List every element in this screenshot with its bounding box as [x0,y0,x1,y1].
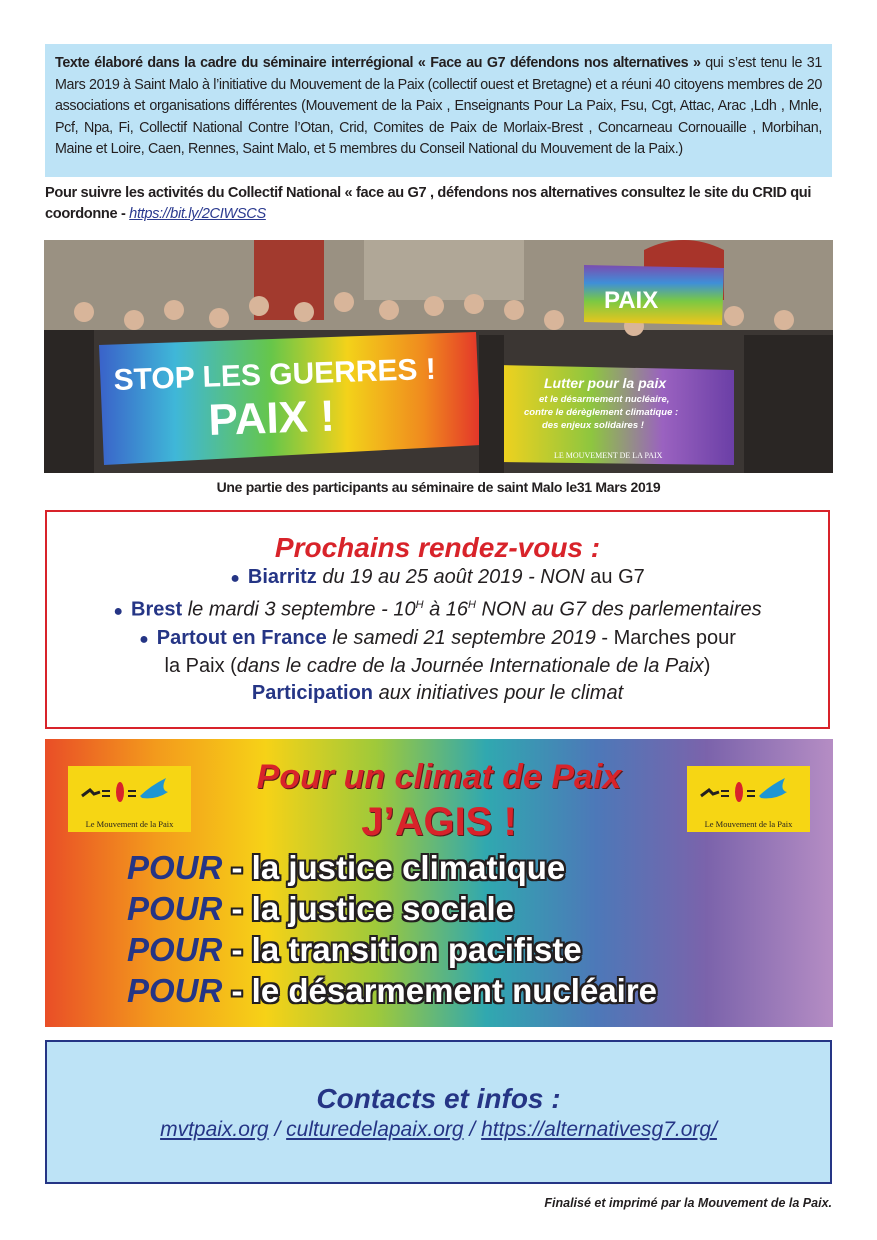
contact-box [45,1040,832,1184]
pour-text: - la justice climatique [222,849,566,886]
pour-label: POUR [127,931,223,968]
pour-label: POUR [127,972,223,1009]
pour-text: - la transition pacifiste [222,931,582,968]
pour-list [127,847,657,1011]
rdv-place: Partout en France [156,626,327,649]
link-separator: / [463,1118,482,1141]
rdv-item-biarritz [47,564,828,592]
pour-item [127,888,657,929]
rdv-rest: au G7 [584,566,645,588]
pour-label: POUR [127,849,223,886]
link-separator: / [268,1118,287,1141]
rdv-date: aux initiatives pour le climat [373,681,624,704]
photo-caption: Une partie des participants au séminaire de saint Malo le31 Mars 2019 [216,479,661,495]
banner-right-line2: et le désarmement nucléaire, [539,394,670,405]
rdv-date: du 19 au 25 août 2019 - NON [316,566,585,588]
rdv-text: la Paix ( [164,654,237,677]
climate-banner [45,739,833,1027]
rdv-date: le samedi 21 septembre 2019 [326,626,596,649]
rdv-place: Biarritz [247,566,317,588]
agis-title: J’AGIS ! [361,800,517,844]
rdv-item-france-line2 [47,653,828,680]
pour-item [127,929,657,970]
intro-bold: Texte élaboré dans la cadre du séminaire interrégional « Face au G7 défendons nos alternatives » [55,55,701,71]
footer-note: Finalisé et imprimé par la Mouvement de la Paix. [544,1196,832,1210]
rendez-vous-title: Prochains rendez-vous : [274,532,601,563]
pour-item [127,847,657,888]
rdv-item-brest [47,592,828,625]
pour-text: - la justice sociale [222,890,514,927]
follow-label: Pour suivre les activités du Collectif National « face au G7 , défendons nos alternatives consultez le site du CRID qui coordonne - [45,185,812,222]
rdv-rest: - Marches pour [595,626,736,649]
bullet-icon: ● [113,602,123,620]
link-culturedelapaix[interactable]: culturedelapaix.org [286,1118,464,1141]
rdv-place: Participation [251,681,374,704]
link-alternativesg7[interactable]: https://alternativesg7.org/ [481,1118,717,1141]
rdv-rest: NON au G7 des parlementaires [475,598,762,621]
banner-right-org: LE MOUVEMENT DE LA PAIX [554,451,663,460]
banner-right-line3: contre le dérèglement climatique : [524,407,679,418]
bullet-icon: ● [230,570,240,587]
rendez-vous-box [45,510,830,729]
rdv-sup: H [468,599,476,611]
group-photo-illustration [44,240,833,473]
flag-text: PAIX [604,287,659,314]
crid-link[interactable]: https://bit.ly/2CIWSCS [129,206,266,222]
rdv-place: Brest [131,598,183,621]
banner-right-line4: des enjeux solidaires ! [542,420,644,431]
rdv-item-participation [47,680,828,707]
contact-title: Contacts et infos : [316,1083,561,1114]
rdv-date: le mardi 3 septembre - 10 [182,598,416,621]
link-mvtpaix[interactable]: mvtpaix.org [160,1118,269,1141]
rdv-mid: à 16 [423,598,469,621]
logo-text: Le Mouvement de la Paix [85,819,174,829]
climate-title: Pour un climat de Paix [256,758,622,796]
pour-item [127,970,657,1011]
intro-box [45,44,832,177]
contact-links [47,1116,830,1144]
pour-label: POUR [127,890,223,927]
group-photo [44,240,833,473]
pour-text: - le désarmement nucléaire [222,972,658,1009]
intro-text: qui s’est tenu le 31 Mars 2019 à Saint Malo à l’initiative du Mouvement de la Paix (collectif ouest et Bretagne) et a réuni 40 citoyens membres de 20 associations et organisations différentes (Mouvement de la Paix , Enseignants Pour La Paix, Fsu, Cgt, Attac, Arac ,Ldh , Mnle, Pcf, Npa, Fi, Collectif National Contre l’Otan, Crid, Comites de Paix de Morlaix-Brest , Concarneau Cornouaille , Morbihan, Maine et Loire, Caen, Rennes, Saint Malo, et 5 membres du Conseil National du Mouvement de la Paix.) [55,55,822,157]
rdv-sup: H [415,599,424,611]
bullet-icon: ● [139,630,149,648]
rdv-text: dans le cadre de la Journée Internationale de la Paix [236,654,704,677]
banner-left-line2: PAIX ! [207,391,336,445]
banner-right-line1: Lutter pour la paix [544,375,667,391]
logo-text: Le Mouvement de la Paix [704,819,793,829]
follow-text [45,183,835,225]
rdv-item-france [47,625,828,653]
rdv-text: ) [703,654,711,677]
banner-left-line1: STOP LES GUERRES ! [113,352,437,397]
